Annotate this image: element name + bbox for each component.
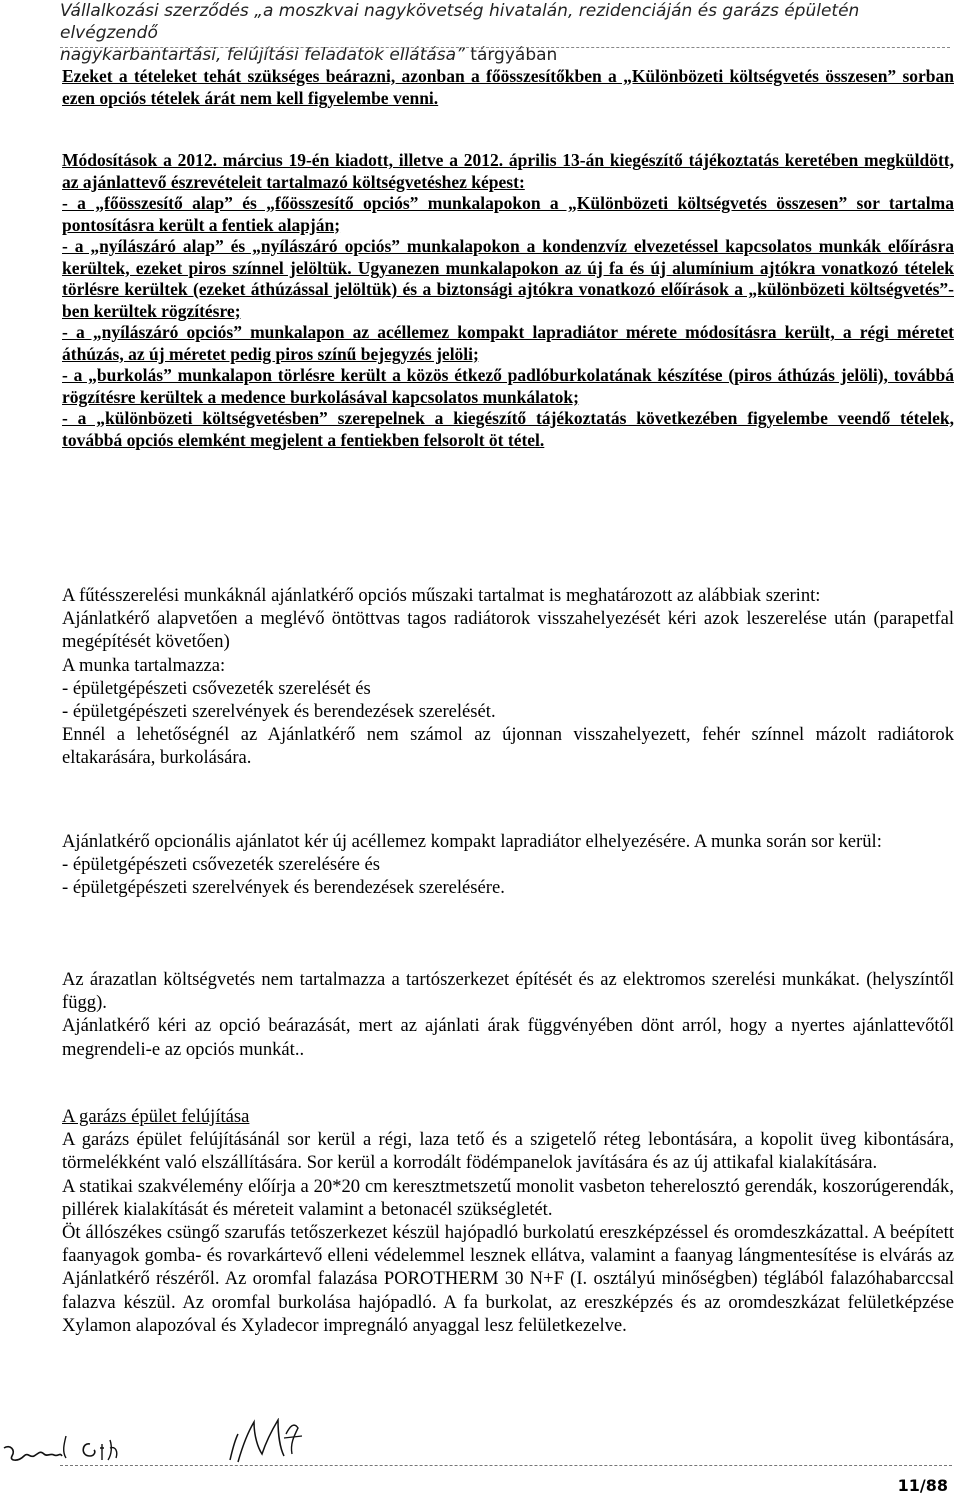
paragraph: Ajánlatkérő kéri az opció beárazását, mert az ajánlati árak függvényében dönt arról, hogy a nyertes ajánlattevőtől megrendeli-e az opciós munkát.. (62, 1015, 954, 1060)
running-header (60, 0, 960, 66)
paragraph: A statikai szakvélemény előírja a 20*20 cm keresztmetszetű monolit vasbeton teherelosztó gerendák, koszorúgerendák, pillérek kialakítását és méreteit valamint a betonacél szükségletét. (62, 1175, 954, 1220)
paragraph: A munka tartalmazza: (62, 654, 226, 676)
header-divider (60, 47, 950, 48)
section-heading: A garázs épület felújítása (62, 1106, 250, 1127)
paragraph: Ajánlatkérő alapvetően a meglévő öntöttvas tagos radiátorok visszahelyezését kéri azok leszerelése után (parapetfal megépítését követően) (62, 608, 954, 653)
signature-1 (0, 1426, 150, 1470)
header-line-1: Vállalkozási szerződés „a moszkvai nagykövetség hivatalán, rezidenciáján és garázs épületén elvégzendő (60, 1, 860, 43)
bold-paragraph-1: Ezeket a tételeket tehát szükséges beárazni, azonban a főösszesítőkben a „Különbözeti költségvetés összesen” sorban ezen opciós tételek árát nem kell figyelembe venni. (62, 66, 954, 108)
header-line-2-italic: nagykarbantartási, felújítási feladatok ellátása” (60, 45, 465, 65)
paragraph: Az árazatlan költségvetés nem tartalmazza a tartószerkezet építését és az elektromos szerelési munkákat. (helyszíntől függ). (62, 969, 954, 1014)
header-line-2-rest: tárgyában (464, 45, 558, 65)
section-garage-renovation (62, 1105, 954, 1337)
footer-divider (60, 1465, 952, 1466)
section-heating-options (62, 584, 954, 770)
section-radiator-option (62, 830, 954, 900)
page-number: 11/88 (897, 1476, 948, 1495)
list-item: - épületgépészeti szerelvények és berendezések szerelését. (62, 701, 496, 723)
signature-2 (224, 1418, 304, 1468)
section-pricing (62, 968, 954, 1061)
list-item: - épületgépészeti csővezeték szerelését és (62, 677, 371, 699)
paragraph: Ajánlatkérő opcionális ajánlatot kér új acéllemez kompakt lapradiátor elhelyezésére. A munka során sor kerül: (62, 831, 882, 852)
paragraph: A fűtésszerelési munkáknál ajánlatkérő opciós műszaki tartalmat is meghatározott az alábbiak szerint: (62, 585, 821, 606)
bold-paragraph-2: Módosítások a 2012. március 19-én kiadott, illetve a 2012. április 13-án kiegészítő tájékoztatás keretében megküldött, az ajánlattevő észrevételeit tartalmazó költségvetéshez képest: - a „főösszesítő alap” és „főösszesítő opciós” munkalapokon a „Különbözeti költségvetés összesen” sor tartalma pontosításra került a fentiek alapján; - a „nyílászáró alap” és „nyílászáró opciós” munkalapokon a kondenzvíz elvezetéssel kapcsolatos munkák előírásra kerültek, ezeket piros színnel jelöltük. Ugyanezen munkalapokon az új fa és új alumínium ajtókra vonatkozó tételek törlésre kerültek (ezeket áthúzással jelöltük) és a biztonsági ajtókra vonatkozó előírások a „különbözeti költségvetés”-ben kerültek rögzítésre; - a „nyílászáró opciós” munkalapon az acéllemez kompakt lapradiátor mérete módosításra került, a régi méretet áthúzás, az új méretet pedig piros színű bejegyzés jelöli; - a „burkolás” munkalapon törlésre került a közös étkező padlóburkolatának készítése (piros áthúzás jelöli), továbbá rögzítésre kerültek a medence burkolásával kapcsolatos munkálatok; - a „különbözeti költségvetésben” szerepelnek a kiegészítő tájékoztatás következében figyelembe veendő tételek, továbbá opciós elemként megjelent a fentiekben felsorolt öt tétel. (62, 150, 954, 450)
paragraph: Ennél a lehetőségnél az Ajánlatkérő nem számol az újonnan visszahelyezett, fehér színnel mázolt radiátorok eltakarására, burkolására. (62, 724, 954, 769)
list-item: - épületgépészeti csővezeték szerelésére és (62, 854, 380, 876)
paragraph: Öt állószékes csüngő szarufás tetőszerkezet készül hajópadló burkolatú ereszképzéssel és oromdeszkázattal. A beépített faanyagok gomba- és rovarkártevő elleni védelemmel lesznek ellátva, valamint a faanyag lángmentesítése is elvárás az Ajánlatkérő részéről. Az oromfal falazása POROTHERM 30 N+F (I. osztályú minőségben) téglából falazóhabarccsal falazva készül. Az oromfal burkolása hajópadló. A fa burkolat, az ereszképzés és az oromdeszkázat felületképzése Xylamon alapozóval és Xyladecor impregnáló anyaggal lesz felületkezelve. (62, 1222, 954, 1336)
paragraph: A garázs épület felújításánál sor kerül a régi, laza tető és a szigetelő réteg lebontására, a kopolit üveg kibontására, törmelékként való elszállítására. Sor kerül a korrodált födémpanelok javítására és az új attikafal kialakítására. (62, 1129, 954, 1174)
list-item: - épületgépészeti szerelvények és berendezések szerelésére. (62, 877, 505, 899)
